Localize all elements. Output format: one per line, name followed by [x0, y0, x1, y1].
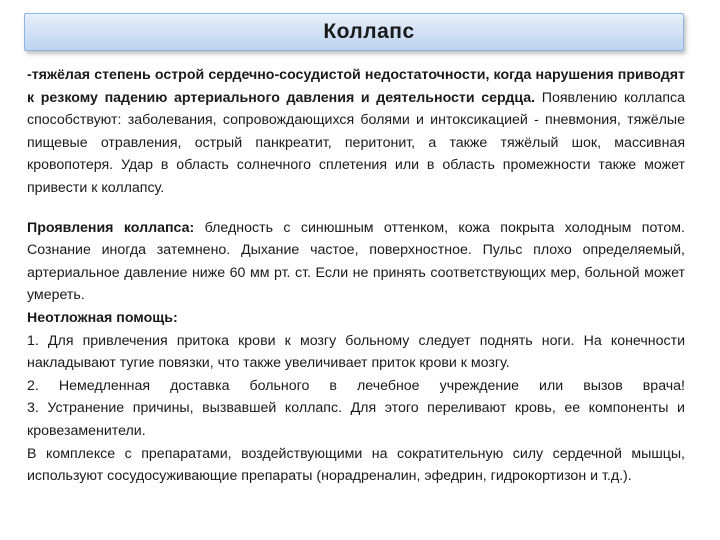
first-aid-item-2: 2. Немедленная доставка больного в лечебное учреждение или вызов врача!: [27, 377, 685, 394]
definition-text: -тяжёлая степень острой сердечно-сосудистой недостаточности, когда нарушения приводят к резкому падению артериального давления и деятельности сердца.: [27, 67, 685, 106]
intro-paragraph: [27, 64, 685, 200]
manifestations-label: Проявления коллапса:: [27, 219, 195, 236]
first-aid-item-4: В комплексе с препаратами, воздействующими на сократительную силу сердечной мышцы, используют сосудосуживающие препараты (норадреналин, эфедрин, гидрокортизон и т.д.).: [27, 445, 685, 485]
spacer: [27, 200, 685, 217]
manifestations-paragraph: [27, 217, 685, 307]
causes-text: Появлению коллапса способствуют: заболевания, сопровождающихся болями и интоксикацией - пневмония, тяжёлые пищевые отравления, острый панкреатит, перитонит, а также тяжёлый шок, массивная кровопотеря. Удар в область солнечного сплетения или в область промежности также может привести к коллапсу.: [27, 89, 686, 196]
first-aid-item-1: 1. Для привлечения притока крови к мозгу больному следует поднять ноги. На конечности накладывают тугие повязки, что также увеличивает приток крови к мозгу.: [27, 332, 685, 372]
manifestations-text: бледность с синюшным оттенком, кожа покрыта холодным потом. Сознание иногда затемнено. Дыхание частое, поверхностное. Пульс плохо определяемый, артериальное давление ниже 60 мм рт. ст. Если не принять соответствующих мер, больной может умереть.: [27, 219, 685, 304]
first-aid-item-3: 3. Устранение причины, вызвавшей коллапс. Для этого переливают кровь, ее компоненты и кровезаменители.: [27, 400, 685, 439]
first-aid-heading: Неотложная помощь:: [27, 309, 178, 326]
document-body: [27, 64, 685, 488]
title-banner: [24, 13, 684, 51]
page-title: Коллапс: [323, 20, 415, 43]
